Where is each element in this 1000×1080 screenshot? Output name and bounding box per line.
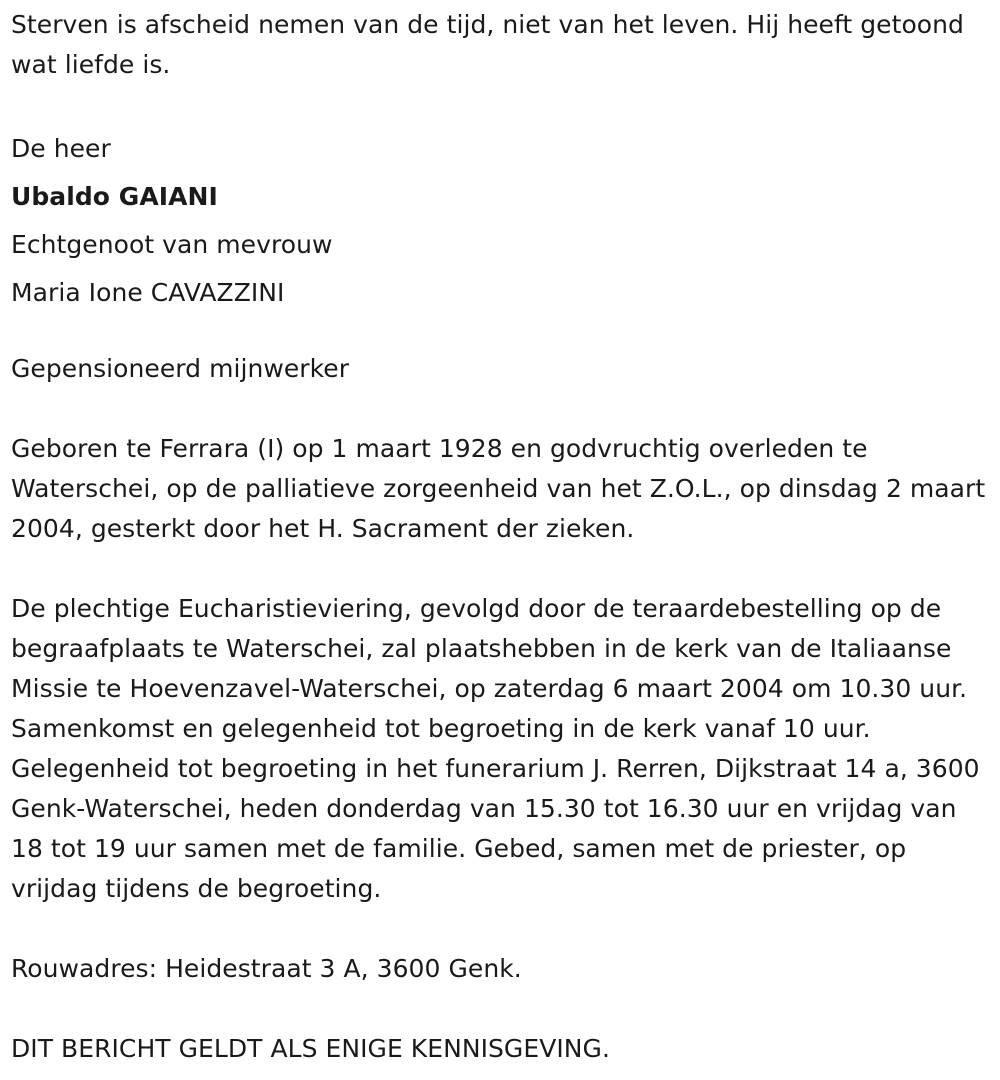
opening-quote: Sterven is afscheid nemen van de tijd, niet van het leven. Hij heeft getoond wat liefde is. — [11, 10, 964, 79]
spacer — [11, 909, 986, 949]
mourning-address: Rouwadres: Heidestraat 3 A, 3600 Genk. — [11, 954, 522, 983]
salutation: De heer — [11, 134, 111, 163]
obituary-notice — [11, 5, 986, 1069]
closing-statement: DIT BERICHT GELDT ALS ENIGE KENNISGEVING. — [11, 1034, 610, 1063]
spouse-prefix: Echtgenoot van mevrouw — [11, 230, 333, 259]
spouse-name: Maria Ione CAVAZZINI — [11, 278, 285, 307]
birth-death-paragraph: Geboren te Ferrara (I) op 1 maart 1928 en godvruchtig overleden te Waterschei, op de palliatieve zorgeenheid van het Z.O.L., op dinsdag 2 maart 2004, gesterkt door het H. Sacrament der zieken. — [11, 434, 986, 543]
ceremony-paragraph: De plechtige Eucharistieviering, gevolgd door de teraardebestelling op de begraafplaats te Waterschei, zal plaatshebben in de kerk van de Italiaanse Missie te Hoevenzavel-Waterschei, op zaterdag 6 maart 2004 om 10.30 uur. Samenkomst en gelegenheid tot begroeting in de kerk vanaf 10 uur. Gelegenheid tot begroeting in het funerarium J. Rerren, Dijkstraat 14 a, 3600 Genk-Waterschei, heden donderdag van 15.30 tot 16.30 uur en vrijdag van 18 tot 19 uur samen met de familie. Gebed, samen met de priester, op vrijdag tijdens de begroeting. — [11, 594, 980, 903]
occupation: Gepensioneerd mijnwerker — [11, 354, 350, 383]
spacer — [11, 317, 986, 349]
spacer — [11, 389, 986, 429]
spacer — [11, 549, 986, 589]
spacer — [11, 989, 986, 1029]
deceased-name: Ubaldo GAIANI — [11, 182, 218, 211]
spacer — [11, 85, 986, 125]
